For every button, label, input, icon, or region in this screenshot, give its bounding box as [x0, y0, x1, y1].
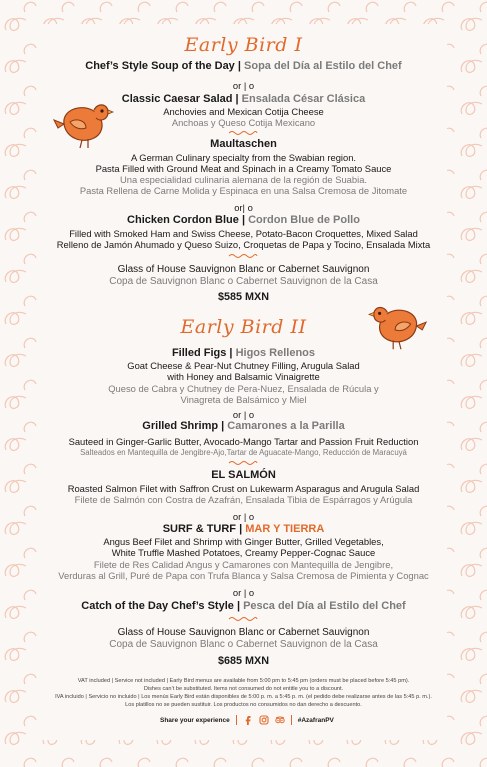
- fine-print-1: VAT included | Service not included | Early Bird menus are available from 5:00 pm to 5:45 pm (orders must be placed before 5:45 pm).: [77, 678, 410, 684]
- or-divider: or | o: [232, 80, 255, 91]
- figs-desc-4: Vinagreta de Balsámico y Miel: [180, 394, 307, 405]
- instagram-icon[interactable]: [259, 715, 269, 725]
- figs-name-en: Filled Figs: [171, 347, 227, 359]
- social-footer: [160, 713, 360, 727]
- shrimp-desc-en: Sauteed in Ginger-Garlic Butter, Avocado-Mango Tartar and Passion Fruit Reduction: [68, 436, 419, 447]
- cordon-name-en: Chicken Cordon Blue: [127, 214, 239, 226]
- surf-desc-3: Filete de Res Calidad Angus y Camarones con Mantequilla de Jengibre,: [93, 559, 394, 570]
- or-divider: or | o: [232, 409, 255, 420]
- maultaschen-desc-4: Pasta Rellena de Carne Molida y Espinaca en una Salsa Cremosa de Jitomate: [79, 185, 408, 196]
- share-label: Share your experience: [160, 716, 230, 724]
- or-divider: or | o: [232, 587, 255, 598]
- maultaschen-desc-3: Una especialidad culinaria alemana de la región de Suabia.: [119, 174, 368, 185]
- hashtag[interactable]: #AzafranPV: [297, 716, 334, 724]
- surf-name-es: MAR Y TIERRA: [245, 523, 325, 535]
- figs-item: Filled Figs | Higos Rellenos: [171, 347, 316, 359]
- divider-swirl: [228, 130, 258, 136]
- figs-desc-3: Queso de Cabra y Chutney de Pera-Nuez, Ensalada de Rúcula y: [108, 383, 379, 394]
- catch-item: Catch of the Day Chef’s Style | Pesca del Día al Estilo del Chef: [81, 600, 406, 612]
- cordon-desc-es: Relleno de Jamón Ahumado y Queso Suizo, Croquetas de Papa y Tocino, Ensalada Mixta: [56, 239, 431, 250]
- figs-name-es: Higos Rellenos: [235, 347, 316, 359]
- soup-name-en: Chef’s Style Soup of the Day: [85, 60, 235, 72]
- tripadvisor-icon[interactable]: [275, 715, 285, 725]
- divider-swirl: [228, 616, 258, 622]
- salmon-title: EL SALMÓN: [211, 469, 276, 481]
- maultaschen-desc-2: Pasta Filled with Ground Meat and Spinach in a Creamy Tomato Sauce: [95, 163, 392, 174]
- maultaschen-desc-1: A German Culinary specialty from the Swabian region.: [130, 152, 357, 163]
- salmon-desc-es: Filete de Salmón con Costra de Azafrán, Ensalada Tibia de Espárragos y Arúgula: [74, 494, 413, 505]
- fine-print-2: Dishes can’t be substituted. Items not consumed do not entitle you to a discount.: [143, 686, 344, 692]
- bird-illustration: [50, 96, 114, 152]
- figs-desc-2: with Honey and Balsamic Vinaigrette: [167, 371, 320, 382]
- early-bird-2-title: Early Bird II: [180, 316, 307, 338]
- footer-separator: [236, 715, 237, 725]
- surf-item: SURF & TURF | MAR Y TIERRA: [162, 523, 325, 535]
- wine-es: Copa de Sauvignon Blanc o Cabernet Sauvignon de la Casa: [109, 276, 378, 287]
- caesar-item: Classic Caesar Salad | Ensalada César Clásica: [121, 93, 366, 105]
- wine-es: Copa de Sauvignon Blanc o Cabernet Sauvignon de la Casa: [109, 639, 378, 650]
- early-bird-1-title: Early Bird I: [184, 34, 303, 56]
- maultaschen-title: Maultaschen: [210, 138, 277, 150]
- divider-swirl: [228, 460, 258, 466]
- footer-separator: [291, 715, 292, 725]
- catch-name-en: Catch of the Day Chef’s Style: [81, 600, 234, 612]
- cordon-name-es: Cordon Blue de Pollo: [248, 214, 360, 226]
- shrimp-item: Grilled Shrimp | Camarones a la Parilla: [142, 420, 345, 432]
- wine-en: Glass of House Sauvignon Blanc or Cabernet Sauvignon: [117, 627, 370, 638]
- fine-print-3: IVA incluido | Servicio no incluido | Los menús Early Bird están disponibles de 5:00 p. m. a 5:45 p. m. (el pedido debe realizarse antes de las 5:45 p. m.).: [55, 694, 432, 700]
- shrimp-desc-es: Salteados en Mantequilla de Jengibre-Ajo,Tartar de Aguacate-Mango, Reducción de Maracuyá: [80, 448, 407, 457]
- figs-desc-1: Goat Cheese & Pear-Nut Chutney Filling, Arugula Salad: [127, 360, 360, 371]
- or-divider: or | o: [232, 511, 255, 522]
- surf-name-en: SURF & TURF: [162, 523, 237, 535]
- soup-name-es: Sopa del Día al Estilo del Chef: [244, 60, 402, 72]
- caesar-name-en: Classic Caesar Salad: [121, 93, 233, 105]
- soup-item: Chef’s Style Soup of the Day | Sopa del Día al Estilo del Chef: [85, 60, 402, 72]
- salmon-desc-en: Roasted Salmon Filet with Saffron Crust on Lukewarm Asparagus and Arugula Salad: [67, 483, 420, 494]
- surf-desc-4: Verduras al Grill, Puré de Papa con Trufa Blanca y Salsa Cremosa de Pimienta y Cognac: [58, 570, 429, 581]
- caesar-name-es: Ensalada César Clásica: [241, 93, 366, 105]
- early-bird-1-price: $585 MXN: [217, 291, 269, 303]
- or-divider: or| o: [234, 202, 253, 213]
- early-bird-2-price: $685 MXN: [217, 655, 269, 667]
- caesar-desc-es: Anchoas y Queso Cotija Mexicano: [171, 117, 316, 128]
- wine-en: Glass of House Sauvignon Blanc or Cabernet Sauvignon: [117, 264, 370, 275]
- bird-illustration: [368, 298, 430, 354]
- facebook-icon[interactable]: [243, 715, 253, 725]
- divider-swirl: [228, 253, 258, 259]
- surf-desc-1: Angus Beef Filet and Shrimp with Ginger Butter, Grilled Vegetables,: [103, 536, 384, 547]
- catch-name-es: Pesca del Día al Estilo del Chef: [243, 600, 406, 612]
- fine-print-4: Los platillos no se pueden sustituir. Los productos no consumidos no dan derecho a descuento.: [125, 702, 362, 708]
- cordon-item: Chicken Cordon Blue | Cordon Blue de Pollo: [127, 214, 360, 226]
- cordon-desc-en: Filled with Smoked Ham and Swiss Cheese, Potato-Bacon Croquettes, Mixed Salad: [69, 228, 418, 239]
- shrimp-name-es: Camarones a la Parilla: [227, 420, 345, 432]
- shrimp-name-en: Grilled Shrimp: [142, 420, 219, 432]
- caesar-desc-en: Anchovies and Mexican Cotija Cheese: [163, 106, 324, 117]
- surf-desc-2: White Truffle Mashed Potatoes, Creamy Pepper-Cognac Sauce: [111, 547, 376, 558]
